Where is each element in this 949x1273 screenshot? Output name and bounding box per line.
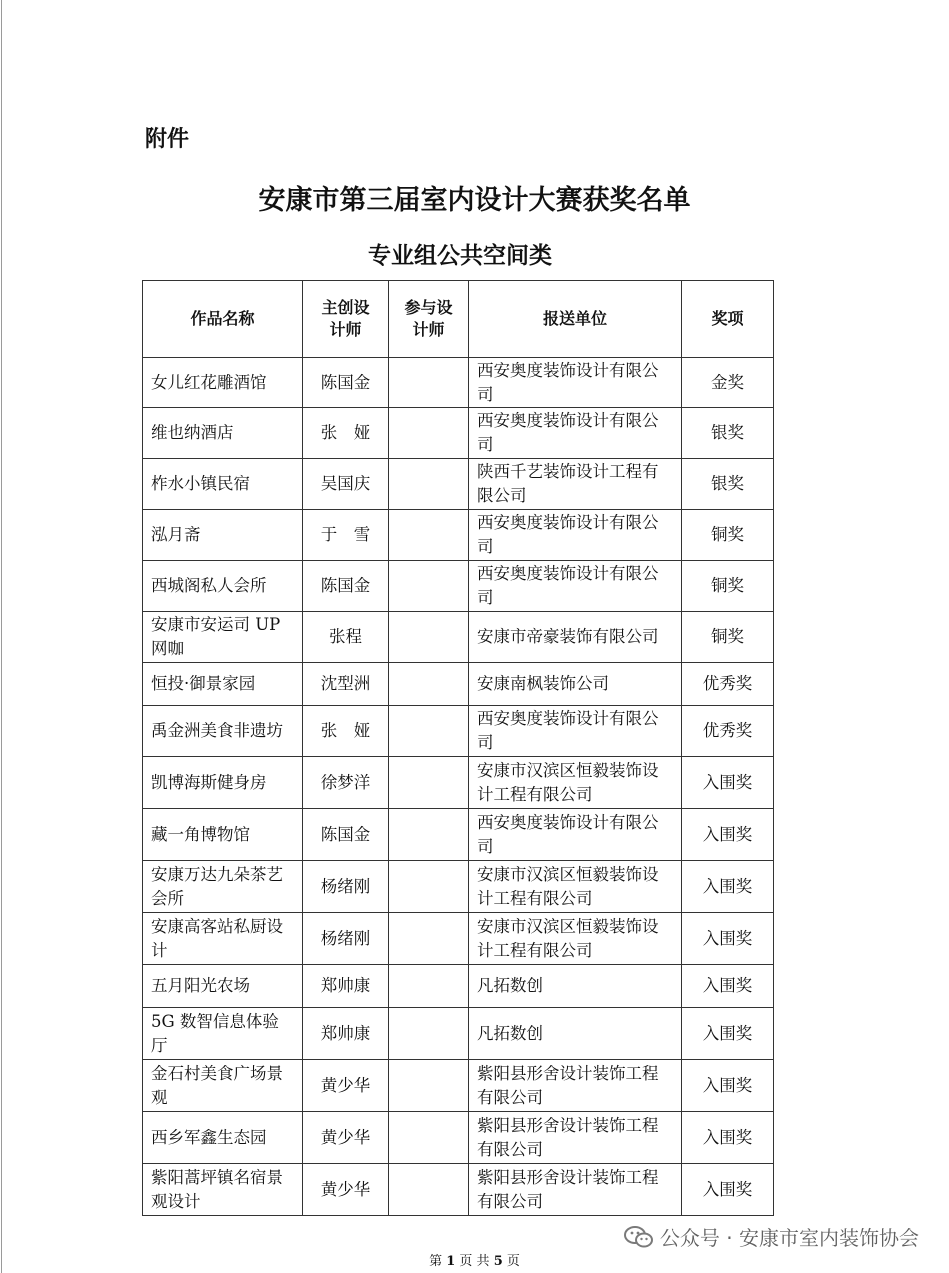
designer-cell: 张程: [303, 612, 389, 663]
designer-cell: 徐梦洋: [303, 757, 389, 809]
table-row: [143, 663, 774, 706]
participants-cell: [389, 459, 469, 510]
company-cell: 西安奥度装饰设计有限公司: [469, 561, 682, 612]
award-cell: 入围奖: [682, 1112, 774, 1164]
work-name-cell: 女儿红花雕酒馆: [143, 358, 303, 408]
work-name-cell: 五月阳光农场: [143, 965, 303, 1008]
participants-cell: [389, 408, 469, 459]
participants-cell: [389, 809, 469, 861]
table-row: [143, 459, 774, 510]
table-row: [143, 1060, 774, 1112]
footer-page-total: 5: [493, 1254, 503, 1269]
header-designer: 主创设计师: [303, 281, 389, 358]
table-row: [143, 706, 774, 757]
participants-cell: [389, 861, 469, 913]
work-name-cell: 安康高客站私厨设计: [143, 913, 303, 965]
designer-cell: 郑帅康: [303, 965, 389, 1008]
participants-cell: [389, 510, 469, 561]
watermark: [624, 1222, 919, 1251]
designer-cell: 张 娅: [303, 706, 389, 757]
award-cell: 银奖: [682, 408, 774, 459]
company-cell: 紫阳县形舍设计装饰工程有限公司: [469, 1112, 682, 1164]
work-name-cell: 安康市安运司 UP 网咖: [143, 612, 303, 663]
award-cell: 入围奖: [682, 1164, 774, 1216]
participants-cell: [389, 612, 469, 663]
award-cell: 入围奖: [682, 1060, 774, 1112]
table-row: [143, 965, 774, 1008]
table-row: [143, 757, 774, 809]
award-cell: 入围奖: [682, 809, 774, 861]
company-cell: 安康市汉滨区恒毅装饰设计工程有限公司: [469, 913, 682, 965]
document-subtitle: 专业组公共空间类: [368, 243, 552, 269]
work-name-cell: 柞水小镇民宿: [143, 459, 303, 510]
designer-cell: 沈型洲: [303, 663, 389, 706]
designer-cell: 黄少华: [303, 1060, 389, 1112]
footer-page-number: 1: [446, 1254, 456, 1269]
awards-table: [142, 280, 774, 1216]
participants-cell: [389, 1060, 469, 1112]
page-footer: [0, 1250, 949, 1269]
participants-cell: [389, 706, 469, 757]
award-cell: 优秀奖: [682, 706, 774, 757]
table-row: [143, 809, 774, 861]
award-cell: 入围奖: [682, 861, 774, 913]
table-row: [143, 1008, 774, 1060]
header-participants: 参与设计师: [389, 281, 469, 358]
work-name-cell: 西城阁私人会所: [143, 561, 303, 612]
work-name-cell: 藏一角博物馆: [143, 809, 303, 861]
designer-cell: 郑帅康: [303, 1008, 389, 1060]
award-cell: 入围奖: [682, 965, 774, 1008]
designer-cell: 黄少华: [303, 1112, 389, 1164]
company-cell: 西安奥度装饰设计有限公司: [469, 510, 682, 561]
company-cell: 西安奥度装饰设计有限公司: [469, 809, 682, 861]
work-name-cell: 泓月斋: [143, 510, 303, 561]
participants-cell: [389, 757, 469, 809]
designer-cell: 杨绪刚: [303, 913, 389, 965]
participants-cell: [389, 1008, 469, 1060]
designer-cell: 张 娅: [303, 408, 389, 459]
table-header-row: [143, 281, 774, 358]
work-name-cell: 凯博海斯健身房: [143, 757, 303, 809]
work-name-cell: 禹金洲美食非遗坊: [143, 706, 303, 757]
designer-cell: 杨绪刚: [303, 861, 389, 913]
award-cell: 铜奖: [682, 561, 774, 612]
participants-cell: [389, 913, 469, 965]
work-name-cell: 恒投·御景家园: [143, 663, 303, 706]
company-cell: 安康市帝豪装饰有限公司: [469, 612, 682, 663]
table-row: [143, 1164, 774, 1216]
participants-cell: [389, 1112, 469, 1164]
document-title: 安康市第三届室内设计大赛获奖名单: [258, 185, 691, 216]
work-name-cell: 安康万达九朵茶艺会所: [143, 861, 303, 913]
designer-cell: 黄少华: [303, 1164, 389, 1216]
company-cell: 安康南枫装饰公司: [469, 663, 682, 706]
work-name-cell: 5G 数智信息体验厅: [143, 1008, 303, 1060]
award-cell: 铜奖: [682, 612, 774, 663]
table-row: [143, 861, 774, 913]
company-cell: 西安奥度装饰设计有限公司: [469, 706, 682, 757]
work-name-cell: 维也纳酒店: [143, 408, 303, 459]
designer-cell: 于 雪: [303, 510, 389, 561]
company-cell: 紫阳县形舍设计装饰工程有限公司: [469, 1164, 682, 1216]
work-name-cell: 金石村美食广场景观: [143, 1060, 303, 1112]
award-cell: 金奖: [682, 358, 774, 408]
award-cell: 优秀奖: [682, 663, 774, 706]
award-cell: 入围奖: [682, 757, 774, 809]
designer-cell: 陈国金: [303, 809, 389, 861]
award-cell: 入围奖: [682, 913, 774, 965]
company-cell: 凡拓数创: [469, 1008, 682, 1060]
table-row: [143, 913, 774, 965]
participants-cell: [389, 561, 469, 612]
company-cell: 安康市汉滨区恒毅装饰设计工程有限公司: [469, 757, 682, 809]
designer-cell: 陈国金: [303, 358, 389, 408]
award-cell: 银奖: [682, 459, 774, 510]
designer-cell: 陈国金: [303, 561, 389, 612]
header-company: 报送单位: [469, 281, 682, 358]
participants-cell: [389, 1164, 469, 1216]
participants-cell: [389, 965, 469, 1008]
table-row: [143, 1112, 774, 1164]
attachment-label: 附件: [145, 127, 190, 152]
footer-prefix: 第: [429, 1254, 443, 1269]
table-row: [143, 561, 774, 612]
participants-cell: [389, 358, 469, 408]
company-cell: 紫阳县形舍设计装饰工程有限公司: [469, 1060, 682, 1112]
table-row: [143, 612, 774, 663]
company-cell: 陕西千艺装饰设计工程有限公司: [469, 459, 682, 510]
company-cell: 西安奥度装饰设计有限公司: [469, 358, 682, 408]
company-cell: 凡拓数创: [469, 965, 682, 1008]
header-award: 奖项: [682, 281, 774, 358]
participants-cell: [389, 663, 469, 706]
work-name-cell: 紫阳蒿坪镇名宿景观设计: [143, 1164, 303, 1216]
award-cell: 铜奖: [682, 510, 774, 561]
wechat-icon: [624, 1225, 654, 1249]
footer-suffix: 页: [506, 1254, 520, 1269]
table-row: [143, 510, 774, 561]
header-name: 作品名称: [143, 281, 303, 358]
company-cell: 安康市汉滨区恒毅装饰设计工程有限公司: [469, 861, 682, 913]
award-cell: 入围奖: [682, 1008, 774, 1060]
table-row: [143, 358, 774, 408]
designer-cell: 吴国庆: [303, 459, 389, 510]
watermark-text: 公众号 · 安康市室内装饰协会: [659, 1226, 919, 1250]
company-cell: 西安奥度装饰设计有限公司: [469, 408, 682, 459]
table-row: [143, 408, 774, 459]
footer-mid: 页 共: [459, 1254, 490, 1269]
work-name-cell: 西乡军鑫生态园: [143, 1112, 303, 1164]
